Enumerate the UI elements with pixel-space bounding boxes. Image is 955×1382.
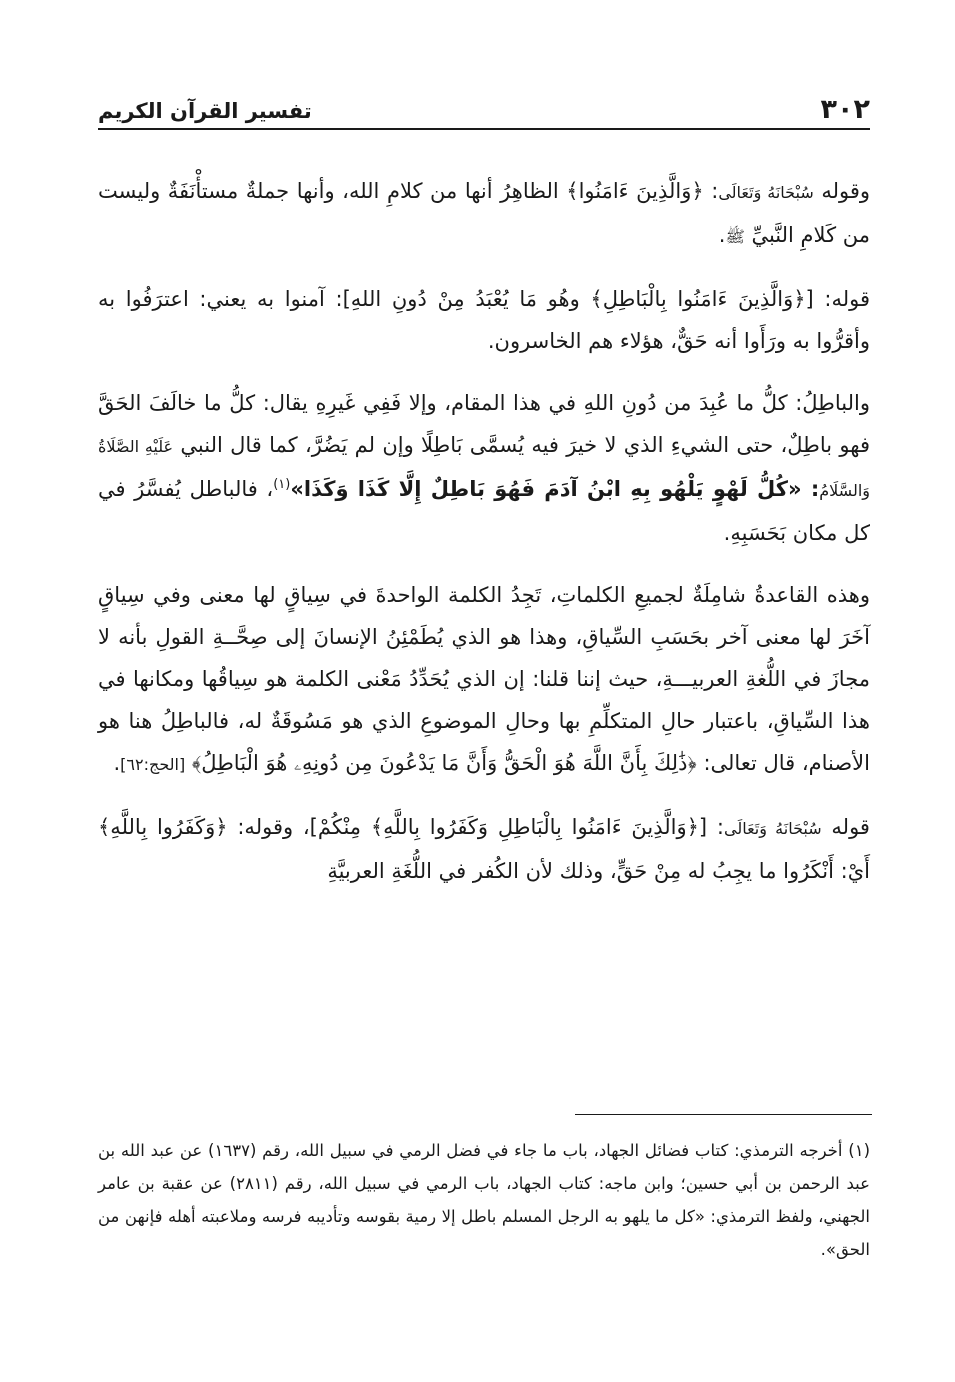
paragraph-1 <box>98 170 870 258</box>
p3-hadith-quote: : «كُلُّ لَهْوٍ يَلْهُو بِهِ ابْنُ آدَمَ فَهُوَ بَاطِلٌ إِلَّا كَذَا وَكَذَا» <box>290 477 820 501</box>
p4-verse-reference: [الحج:٦٢] <box>120 755 186 774</box>
p1-intro: وقوله <box>821 179 871 203</box>
p3-text-end: ، فالباطل يُفسَّرُ في كل مكان بَحَسَبِهِ. <box>98 477 870 545</box>
p5-intro: قوله <box>831 815 870 839</box>
footnote-marker: (١) <box>273 477 291 492</box>
p3-honorific: عَلَيْهِ الصَّلَاةُ وَالسَّلَامُ <box>98 437 870 500</box>
p2-intro: قوله: [ <box>805 287 871 311</box>
paragraph-3 <box>98 382 870 554</box>
main-text <box>98 170 870 912</box>
p2-quran-quote: ﴿وَالَّذِينَ ءَامَنُوا بِالْبَاطِلِ﴾ <box>590 287 806 311</box>
footnotes <box>98 1134 870 1266</box>
footnote-text: أخرجه الترمذي: كتاب فضائل الجهاد، باب ما جاء في فضل الرمي في سبيل الله، رقم (١٦٣٧) عن عبد الله بن عبد الرحمن بن أبي حسين؛ وابن ماجه: كتاب الجهاد، باب الرمي في سبيل الله، رقم (٢٨١١) عن عقبة بن عامر الجهني، ولفظ الترمذي: «كل ما يلهو به الرجل المسلم باطل إلا رمية بقوسه وتأديبه فرسه وملاعبته أهله فإنهن من الحق». <box>98 1141 870 1259</box>
p4-text: وهذه القاعدةُ شامِلَةٌ لجميعِ الكلماتِ، تَجِدُ الكلمة الواحدةَ في سِياقٍ لها معنى وفي سِياقٍ آخَرَ لها معنى آخر بحَسَبِ السِّياقِ، وهذا هو الذي يُطَمْئِنُ الإنسانَ إلى صِحَّــةِ القولِ بأنه لا مجازَ في اللُّغةِ العربيـــةِ، حيث إننا قلنا: إن الذي يُحَدِّدُ مَعْنى الكلمة هو سِياقُها ومكانها في هذا السِّياقِ، باعتبار حالِ المتكلِّمِ بها وحالِ الموضوعِ الذي هو مَسُوقَةٌ له، فالباطِلُ هنا هو الأصنام، قال تعالى: <box>98 583 870 775</box>
p1-quran-quote: ﴿وَالَّذِينَ ءَامَنُوا﴾ <box>566 179 704 203</box>
page-number: ٣٠٢ <box>820 94 870 125</box>
running-title: تفسير القرآن الكريم <box>98 99 312 123</box>
paragraph-4 <box>98 574 870 786</box>
p1-honorific: سُبْحَانَهُ وَتَعَالَى <box>718 183 814 202</box>
p5-quran-quote-2: ﴿وَكَفَرُوا بِاللَّهِ﴾ <box>98 815 228 839</box>
p5-honorific: سُبْحَانَهُ وَتَعَالَى <box>723 819 822 838</box>
p5-text-end: أَيْ: أَنْكَرُوا ما يجِبُ له مِنْ حَقٍّ، وذلك لأن الكُفر في اللُّغَةِ العربيَّةِ <box>327 859 870 883</box>
p4-quran-quote: ﴿ذَٰلِكَ بِأَنَّ اللَّهَ هُوَ الْحَقُّ وَأَنَّ مَا يَدْعُونَ مِن دُونِهِۦ هُوَ الْبَاطِلُ﴾ <box>191 751 697 775</box>
page-header <box>98 88 870 130</box>
p1-text: الظاهِرُ أنها من كلامِ الله، وأنها جملةٌ مستأْنَفَةٌ وليست من كَلامِ النَّبيِّ <box>98 179 870 247</box>
p1-colon: : <box>711 179 719 203</box>
p3-text: والباطِلُ: كلُّ ما عُبِدَ من دُونِ اللهِ في هذا المقام، وإلا فَفِي غَيرِهِ يقال: كلُّ ما خالَفَ الحَقَّ فهو باطِلٌ، حتى الشيءِ الذي لا خيرَ فيه يُسمَّى بَاطِلًا وإن لم يَضُرَّ، كما قال النبي <box>98 391 870 457</box>
p1-end: . <box>718 223 726 247</box>
paragraph-5 <box>98 806 870 892</box>
footnote-divider <box>575 1114 872 1115</box>
p1-salutation: ﷺ <box>725 227 745 246</box>
p4-end: . <box>113 751 121 775</box>
p2-text: وهُو مَا يُعْبَدُ مِنْ دُونِ اللهِ]: آمنوا به يعني: اعترَفُوا به وأقرُّوا به ورَأَوا أنه حَقٌّ، هؤلاء هم الخاسرون. <box>98 287 870 353</box>
p5-text: مِنْكُمْ]، وقوله: <box>237 815 362 839</box>
paragraph-2 <box>98 278 870 362</box>
p5-colon: : [ <box>698 815 724 839</box>
footnote-number: (١) <box>848 1141 870 1160</box>
p5-quran-quote-1: ﴿وَالَّذِينَ ءَامَنُوا بِالْبَاطِلِ وَكَفَرُوا بِاللَّهِ﴾ <box>370 815 699 839</box>
footnote-1 <box>98 1134 870 1266</box>
